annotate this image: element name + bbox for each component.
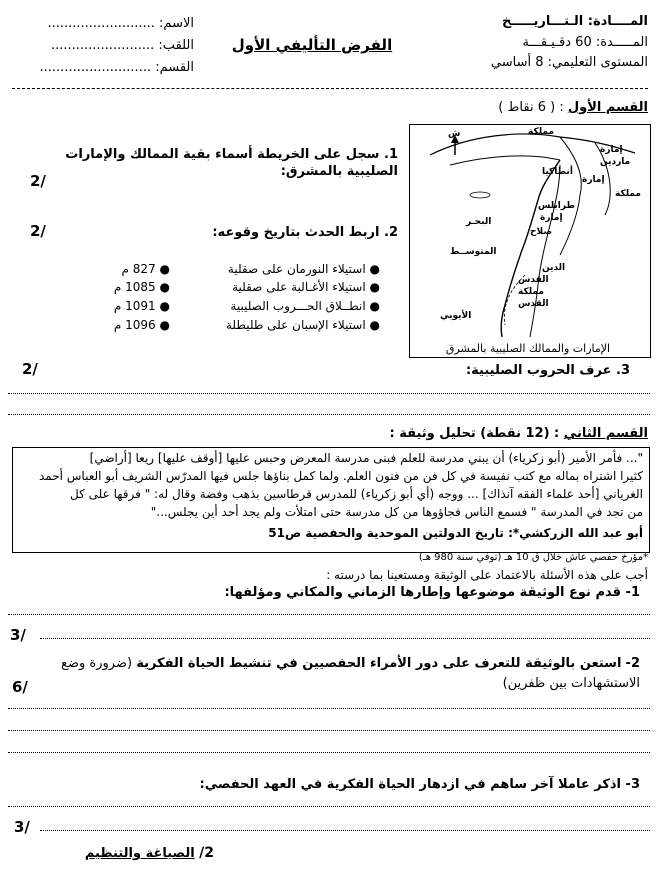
date-text: 1096 م (113, 318, 156, 332)
p2-q1-num: 1- (625, 585, 640, 600)
event-text: استيلاء الأغـالبة على صقلية (232, 280, 366, 294)
date-text: 1085 م (113, 280, 156, 294)
date-text: 1091 م (113, 299, 156, 313)
event-text: استيلاء الإسبان على طليطلة (225, 318, 366, 332)
event-item: ● استيلاء النورمان على صقلية (227, 262, 380, 276)
duration-label: المـــــدة: 60 دقـيـقـــة (522, 35, 648, 50)
answer-line (40, 830, 650, 831)
events-list (90, 262, 400, 342)
event-item: ● استيلاء الإسبان على طليطلة (225, 318, 380, 332)
p1-q2 (130, 224, 398, 241)
answer-line (8, 806, 650, 807)
part1-heading: القسم الأول (567, 100, 648, 115)
map-label: المتوســط (450, 247, 497, 257)
p2-q3-text: اذكر عاملا آخر ساهم في ازدهار الحياة الفكرية في العهد الحفصي: (199, 777, 622, 792)
doc-line: الغرياني [أحد علماء الفقه آنذاك] ... ووجه (أي أبو زكرياء) للمدرس قرطاسين بذهب وفضة وقال له: " فرقها على كل (70, 487, 643, 501)
presentation-label: الصياغة والتنظيم (84, 846, 195, 861)
doc-line: "... فأمر الأمير (أبو زكرياء) أن يبني مدرسة للعلم فبنى مدرسة المعرض وحبس عليها [أوقف عليها] ريعا [أراضي] (89, 451, 643, 465)
map-label: إمارة (582, 175, 605, 185)
p2-q3 (100, 776, 640, 793)
p2-q1 (100, 584, 640, 601)
map-caption: الإمارات والممالك الصليبية بالمشرق (445, 342, 611, 355)
instruction: أجب على هذه الأسئلة بالاعتماد على الوثيقة ومستعينا بما درسته : (326, 568, 648, 582)
date-item: ● 827 م (121, 262, 170, 276)
doc-line: من تجد في المدرسة " فسمع الناس فجاؤوها من كل مدرسة حتى امتلأت ولم يجد أحد أين يجلس..." (150, 505, 643, 519)
p2-q2-text: استعن بالوثيقة للتعرف على دور الأمراء الحفصيين في تنشيط الحياة الفكرية (136, 656, 622, 671)
map-label: طرابلس (538, 201, 575, 211)
date-item: ● 1085 م (113, 280, 170, 294)
map-label: الأيوبي (440, 311, 472, 321)
p2-q2-num: 2- (625, 656, 640, 671)
p2-q3-num: 3- (625, 777, 640, 792)
map-label: أنطاكيا (542, 167, 573, 177)
doc-line: كثيرا اشتراه بماله مع كتب نفيسة في كل فن من فنون العلم. ولما كمل بناؤها جلس فيها المدرّس الشريف أبو العباس أحمد (38, 469, 643, 483)
p1-q1-text: سجل على الخريطة أسماء بقية الممالك والإمارات الصليبية بالمشرق: (65, 147, 398, 179)
map-label: مملكة (615, 189, 641, 199)
p2-q2-note: (ضرورة وضع الاستشهادات بين ظفرين) (61, 656, 640, 691)
map-label: صلاح (530, 227, 553, 237)
presentation (14, 845, 214, 861)
subject-label: المــــادة: الـتـــاريـــــخ (501, 14, 648, 29)
date-text: 827 م (121, 262, 156, 276)
p2-q1-score: 3/ (10, 626, 26, 644)
p2-q3-score: 3/ (14, 818, 30, 836)
source-document (12, 447, 650, 553)
p2-q2-score: 6/ (12, 678, 28, 696)
p1-q2-num: 2. (384, 225, 398, 240)
p1-q3 (200, 362, 630, 379)
map-label: القدس (518, 275, 549, 285)
date-item: ● 1091 م (113, 299, 170, 313)
map-label: الدين (542, 263, 566, 273)
p1-q3-num: 3. (616, 363, 630, 378)
class-field: القسم: ........................... (39, 60, 194, 75)
p1-q2-text: اربط الحدث بتاريخ وقوعه: (212, 225, 380, 240)
p2-q2 (40, 654, 640, 694)
level-label: المستوى التعليمي: 8 أساسي (490, 55, 648, 70)
surname-field: اللقب: ......................... (50, 38, 194, 53)
date-item: ● 1096 م (113, 318, 170, 332)
map-label: ماردين (600, 157, 631, 167)
p1-q1-num: 1. (384, 147, 398, 162)
crusader-map (409, 124, 651, 358)
answer-line (8, 614, 650, 615)
answer-line (40, 638, 650, 639)
part2-header (248, 426, 648, 441)
part1-header (348, 100, 648, 115)
map-label: مملكة (518, 287, 544, 297)
part2-heading: القسم الثاني (563, 426, 648, 441)
part1-points: : ( 6 نقاط ) (498, 100, 564, 115)
event-item: ● انطــلاق الحـــروب الصليبية (230, 299, 380, 313)
map-label: البحـر (466, 217, 492, 227)
doc-source: أبو عبد الله الزركشي*: تاريخ الدولتين الموحدية والحفصية ص51 (268, 526, 643, 540)
answer-line (8, 730, 650, 731)
p1-q2-score: 2/ (30, 222, 46, 240)
p1-q3-score: 2/ (22, 360, 38, 378)
page-title: الفرض التأليفي الأول (231, 36, 393, 54)
event-text: انطــلاق الحـــروب الصليبية (230, 299, 366, 313)
event-item: ● استيلاء الأغـالبة على صقلية (232, 280, 380, 294)
p1-q1-score: 2/ (30, 172, 46, 190)
map-label: إمارة (540, 213, 563, 223)
p1-q3-text: عرف الحروب الصليبية: (465, 363, 612, 378)
p2-q1-text: قدم نوع الوثيقة موضوعها وإطارها الزماني والمكاني ومؤلفها: (224, 585, 622, 600)
map-label: مملكة (528, 127, 554, 137)
answer-line (8, 708, 650, 709)
map-label: القدس (518, 299, 549, 309)
name-field: الاسم: .......................... (47, 16, 194, 31)
map-north: ش (448, 129, 461, 139)
event-text: استيلاء النورمان على صقلية (227, 262, 366, 276)
doc-footnote: *مؤرخ حفصي عاش خلال ق 10 هـ (توفي سنة 980 هـ) (418, 552, 648, 563)
map-label: إمارة (600, 145, 623, 155)
part2-points: : (12 نقطة) تحليل وثيقة : (389, 426, 560, 441)
p1-q1 (12, 146, 398, 180)
answer-line (8, 414, 650, 415)
presentation-score: 2/ (199, 845, 214, 861)
header-divider (12, 88, 648, 89)
answer-line (8, 393, 650, 394)
answer-line (8, 752, 650, 753)
